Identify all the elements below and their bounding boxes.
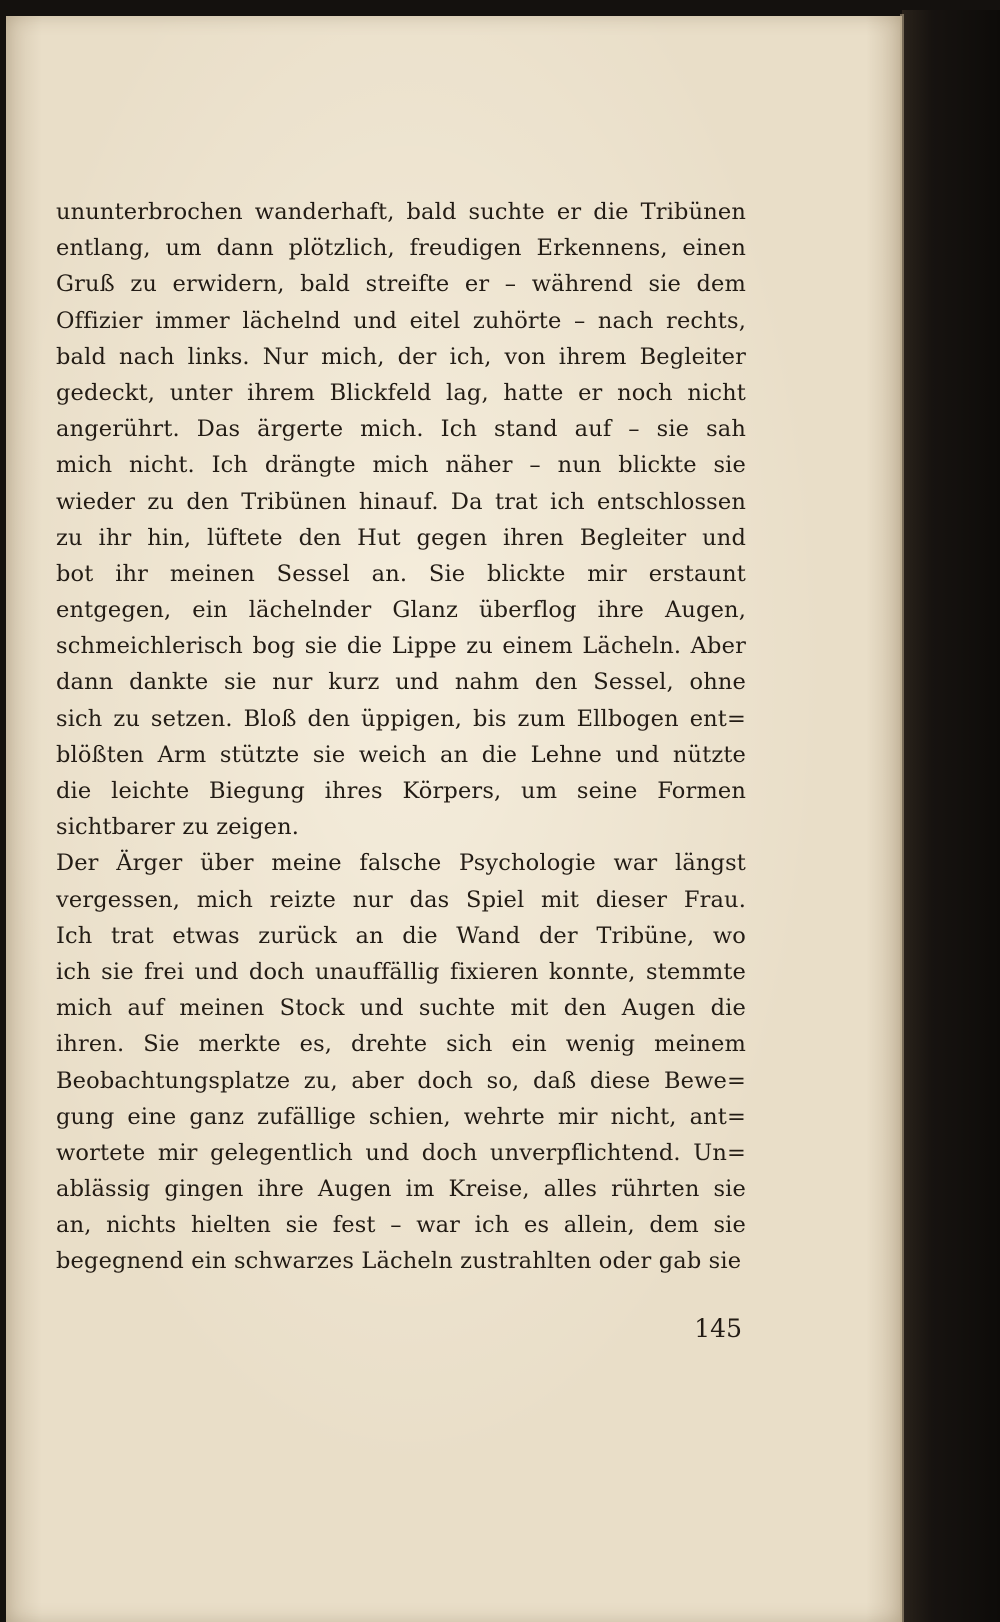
- page-number: 145: [694, 1314, 742, 1343]
- body-text: [56, 194, 746, 1280]
- text-line: bald nach links. Nur mich, der ich, von ihrem Begleiter: [56, 343, 746, 370]
- text-line: ununterbrochen wanderhaft, bald suchte er die Tribünen: [56, 199, 746, 225]
- text-line: die leichte Biegung ihres Körpers, um seine Formen: [56, 778, 746, 804]
- text-line: mich auf meinen Stock und suchte mit den Augen die: [56, 995, 746, 1022]
- text-line: Gruß zu erwidern, bald streifte er – während sie dem: [56, 271, 746, 298]
- text-line: Der Ärger über meine falsche Psychologie war längst: [56, 850, 746, 877]
- text-line: zu ihr hin, lüftete den Hut gegen ihren Begleiter und: [56, 524, 746, 551]
- text-line: wortete mir gelegentlich und doch unverpflichtend. Un=: [56, 1139, 746, 1166]
- text-line: gung eine ganz zufällige schien, wehrte mir nicht, ant=: [56, 1103, 746, 1130]
- text-line: ich sie frei und doch unauffällig fixieren konnte, stemmte: [56, 958, 746, 985]
- text-line: sich zu setzen. Bloß den üppigen, bis zum Ellbogen ent=: [56, 705, 746, 732]
- text-line: vergessen, mich reizte nur das Spiel mit dieser Frau.: [56, 886, 746, 913]
- text-line: ablässig gingen ihre Augen im Kreise, alles rührten sie: [56, 1176, 746, 1203]
- text-line: blößten Arm stützte sie weich an die Lehne und nützte: [56, 741, 746, 768]
- page-edge-line: [900, 14, 904, 1622]
- book-edge: [902, 10, 1000, 1622]
- text-line: dann dankte sie nur kurz und nahm den Sessel, ohne: [56, 669, 746, 696]
- book-page: [6, 16, 902, 1622]
- text-line: an, nichts hielten sie fest – war ich es allein, dem sie: [56, 1212, 746, 1239]
- text-line: wieder zu den Tribünen hinauf. Da trat ich entschlossen: [56, 488, 746, 515]
- text-line: schmeichlerisch bog sie die Lippe zu einem Lächeln. Aber: [56, 633, 746, 660]
- text-line: sichtbarer zu zeigen.: [56, 814, 300, 841]
- text-line: Beobachtungsplatze zu, aber doch so, daß diese Bewe=: [56, 1067, 746, 1094]
- text-line: Ich trat etwas zurück an die Wand der Tribüne, wo: [56, 922, 746, 949]
- text-line: begegnend ein schwarzes Lächeln zustrahlten oder gab sie: [56, 1248, 742, 1275]
- text-line: Offizier immer lächelnd und eitel zuhörte – nach rechts,: [56, 307, 746, 334]
- text-line: gedeckt, unter ihrem Blickfeld lag, hatte er noch nicht: [56, 379, 746, 406]
- text-line: entgegen, ein lächelnder Glanz überflog ihre Augen,: [56, 597, 746, 624]
- text-line: ihren. Sie merkte es, drehte sich ein wenig meinem: [56, 1031, 746, 1058]
- text-line: bot ihr meinen Sessel an. Sie blickte mir erstaunt: [56, 560, 746, 587]
- text-line: angerührt. Das ärgerte mich. Ich stand auf – sie sah: [56, 416, 746, 443]
- text-line: mich nicht. Ich drängte mich näher – nun blickte sie: [56, 452, 746, 479]
- text-line: entlang, um dann plötzlich, freudigen Erkennens, einen: [56, 235, 746, 262]
